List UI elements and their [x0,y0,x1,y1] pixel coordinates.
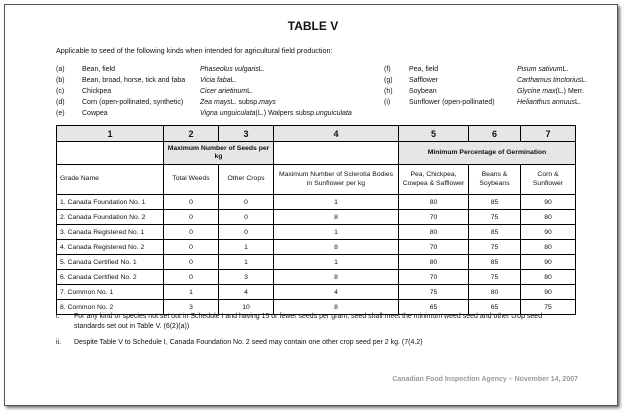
sub-header: Beans & Soybeans [469,165,521,195]
col-number: 3 [219,126,274,142]
column-number-row [57,126,576,142]
kind-letter: (a) [56,66,65,73]
footnote-item [56,338,566,348]
kind-common-name: Pea, field [409,66,439,73]
group-header-seeds: Maximum Number of Seeds per kg [164,142,274,165]
footnote-text: Despite Table V to Schedule I, Canada Foundation No. 2 seed may contain one other crop seed per 2 kg. (7(4.2) [74,339,423,346]
intro-text: Applicable to seed of the following kinds when intended for agricultural field production: [56,46,333,55]
kinds-list-right [384,64,587,108]
value-cell: 4 [219,285,274,300]
value-cell: 8 [274,240,399,255]
footer-credit: Canadian Food Inspection Agency – November 14, 2007 [392,376,578,383]
grade-name-cell: 7. Common No. 1 [57,285,164,300]
kinds-list-left [56,64,352,119]
value-cell: 80 [399,255,469,270]
table-row [57,255,576,270]
value-cell: 1 [164,285,219,300]
sub-header: Maximum Number of Sclerotia Bodies in Sunflower per kg [274,165,399,195]
kind-common-name: Cowpea [82,110,108,117]
grade-name-cell: 3. Canada Registered No. 1 [57,225,164,240]
col-number: 1 [57,126,164,142]
value-cell: 70 [399,210,469,225]
group-header-row [57,142,576,165]
col-number: 4 [274,126,399,142]
sub-header-row [57,165,576,195]
table-row [57,210,576,225]
grade-name-cell: 5. Canada Certified No. 1 [57,255,164,270]
kind-scientific-name: Vicia fabaL. [200,77,237,84]
footnotes [56,312,566,355]
kind-item [56,108,352,119]
value-cell: 3 [219,270,274,285]
kind-common-name: Safflower [409,77,439,84]
empty-header-cell [57,142,164,165]
value-cell: 0 [164,210,219,225]
value-cell: 90 [521,255,576,270]
sub-header: Other Crops [219,165,274,195]
value-cell: 85 [469,195,521,210]
kind-common-name: Bean, field [82,66,116,73]
kind-scientific-name: Zea maysL. subsp.mays [200,99,276,106]
kind-letter: (h) [384,88,393,95]
sub-header: Total Weeds [164,165,219,195]
footnote-marker: ii. [56,339,62,346]
kind-item [384,86,587,97]
footnote-text: For any kind or species not set out in Schedule I and having 15 or fewer seeds per gram, seed shall meet the minimum weed seed and other crop seed standards set out in Table V. (6(2)(a)) [74,313,543,330]
grade-name-cell: 4. Canada Registered No. 2 [57,240,164,255]
col-number: 7 [521,126,576,142]
value-cell: 1 [219,255,274,270]
footnote-item [56,312,566,331]
kind-common-name: Sunflower (open-pollinated) [409,99,495,106]
kind-scientific-name: Glycine max(L.) Merr. [517,88,584,95]
seed-standards-table [56,125,576,315]
kind-item [56,86,352,97]
value-cell: 90 [521,285,576,300]
kind-item [384,64,587,75]
grade-name-cell: 6. Canada Certified No. 2 [57,270,164,285]
kind-item [384,97,587,108]
kind-common-name: Bean, broad, horse, tick and faba [82,77,186,84]
value-cell: 80 [521,210,576,225]
value-cell: 75 [469,240,521,255]
kind-scientific-name: Phaseolus vulgarisL. [200,66,265,73]
value-cell: 80 [399,195,469,210]
value-cell: 80 [399,225,469,240]
grade-name-cell: 2. Canada Foundation No. 2 [57,210,164,225]
kind-scientific-name: Cicer arietinumL. [200,88,253,95]
value-cell: 8 [274,300,399,315]
kind-item [56,64,352,75]
kind-common-name: Soybean [409,88,437,95]
sub-header: Grade Name [57,165,164,195]
kind-letter: (b) [56,77,65,84]
value-cell: 1 [274,255,399,270]
value-cell: 0 [164,225,219,240]
value-cell: 75 [469,270,521,285]
value-cell: 4 [274,285,399,300]
value-cell: 0 [164,240,219,255]
sub-header: Pea, Chickpea, Cowpea & Safflower [399,165,469,195]
col-number: 5 [399,126,469,142]
kind-item [56,75,352,86]
group-header-germination: Minimum Percentage of Germination [399,142,576,165]
value-cell: 65 [469,300,521,315]
kind-common-name: Corn (open-pollinated, synthetic) [82,99,184,106]
kind-letter: (c) [56,88,65,95]
value-cell: 0 [164,255,219,270]
value-cell: 70 [399,270,469,285]
kind-scientific-name: Helianthus annuusL. [517,99,581,106]
col-number: 2 [164,126,219,142]
value-cell: 1 [274,225,399,240]
value-cell: 1 [274,195,399,210]
kind-item [56,97,352,108]
value-cell: 85 [469,225,521,240]
kind-letter: (i) [384,99,391,106]
value-cell: 90 [521,195,576,210]
value-cell: 65 [399,300,469,315]
sub-header: Corn & Sunflower [521,165,576,195]
value-cell: 70 [399,240,469,255]
grade-name-cell: 1. Canada Foundation No. 1 [57,195,164,210]
kind-letter: (g) [384,77,393,84]
value-cell: 80 [521,240,576,255]
table-row [57,225,576,240]
table-row [57,285,576,300]
kind-letter: (f) [384,66,391,73]
value-cell: 1 [219,240,274,255]
value-cell: 0 [164,270,219,285]
value-cell: 80 [521,270,576,285]
kind-scientific-name: Pisum sativumL. [517,66,569,73]
value-cell: 75 [399,285,469,300]
value-cell: 8 [274,270,399,285]
value-cell: 80 [469,285,521,300]
value-cell: 0 [219,195,274,210]
value-cell: 10 [219,300,274,315]
value-cell: 90 [521,225,576,240]
kind-letter: (d) [56,99,65,106]
value-cell: 3 [164,300,219,315]
kind-scientific-name: Vigna unguiculata(L.) Walpers subsp.unguiculata [200,110,352,117]
col-number: 6 [469,126,521,142]
value-cell: 8 [274,210,399,225]
value-cell: 75 [469,210,521,225]
table-row [57,240,576,255]
empty-header-cell [274,142,399,165]
value-cell: 75 [521,300,576,315]
value-cell: 0 [219,225,274,240]
kind-item [384,75,587,86]
table-title: TABLE V [287,19,339,33]
value-cell: 0 [219,210,274,225]
kind-letter: (e) [56,110,65,117]
grade-name-cell: 8. Common No. 2 [57,300,164,315]
kind-scientific-name: Carthamus tinctoriusL. [517,77,588,84]
kind-common-name: Chickpea [82,88,112,95]
footnote-marker: i. [56,313,60,320]
table-row [57,195,576,210]
value-cell: 85 [469,255,521,270]
value-cell: 0 [164,195,219,210]
table-row [57,270,576,285]
